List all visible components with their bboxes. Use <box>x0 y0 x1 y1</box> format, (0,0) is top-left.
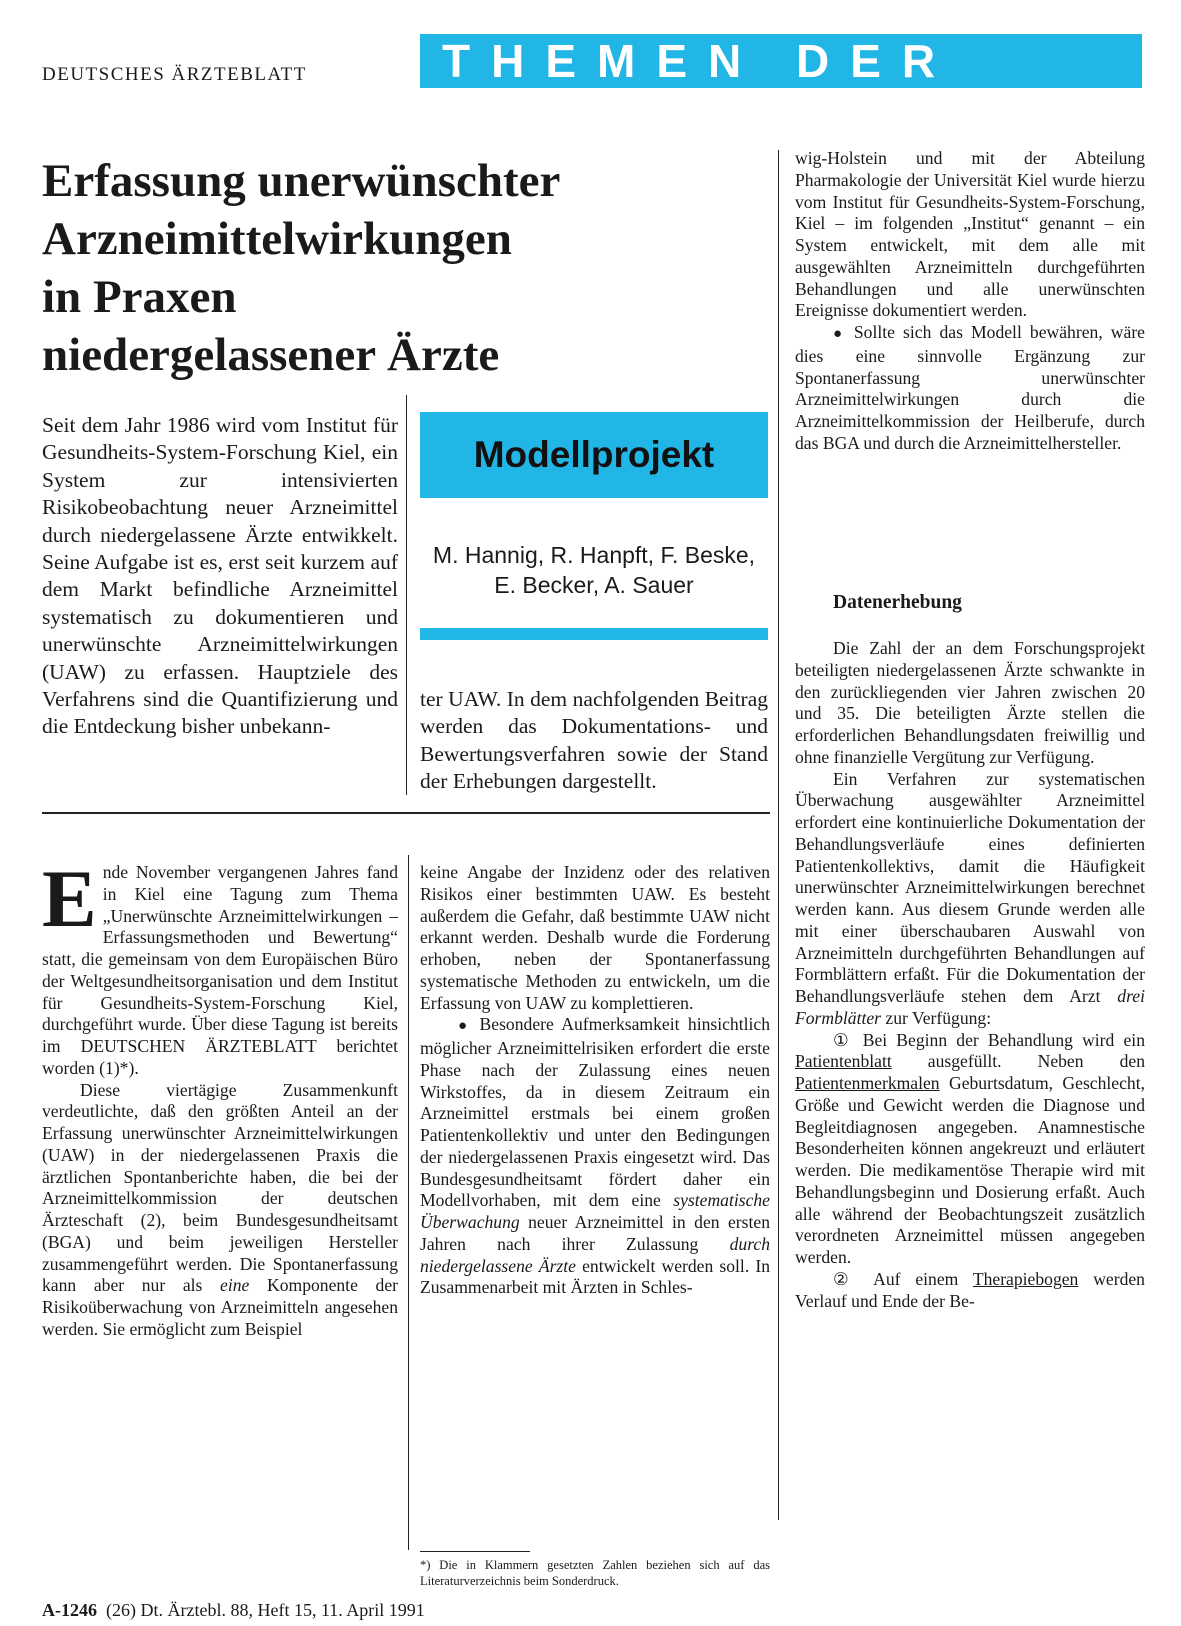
bullet-icon: ● <box>458 1018 472 1035</box>
paragraph-text: Auf einem <box>859 1268 973 1289</box>
title-line: Erfassung unerwünschter <box>42 155 561 207</box>
paragraph-text: ausgefüllt. Neben den <box>891 1051 1145 1072</box>
paragraph: wig-Holstein und mit der Abteilung Pharmakologie der Universität Kiel wurde hierzu vom Institut für Gesundheits-System-Forschung, Kiel – im folgenden „Institut“ genannt – ein System entwickelt, mit dem alle mit ausgewählten Arzneimitteln durchgeführten Behandlungen und alle unerwünschten Ereignisse dokumentiert werden. <box>795 148 1145 321</box>
intro-bottom-rule <box>42 812 770 814</box>
emphasis: systematische Überwachung <box>420 1190 770 1232</box>
title-line: in Praxen <box>42 271 237 323</box>
list-number: ① <box>833 1029 854 1050</box>
bullet-icon: ● <box>833 326 846 342</box>
underlined-term: Patientenblatt <box>795 1051 892 1072</box>
title-line: niedergelassener Ärzte <box>42 329 500 381</box>
paragraph <box>42 853 398 1080</box>
body-column-3 <box>795 638 1145 1312</box>
paragraph: Die Zahl der an dem Forschungsprojekt beteiligten niedergelassenen Ärzte schwankte in den zurückliegenden vier Jahren zwischen 20 und 35. Die beteiligten Ärzte stellen die erforderlichen Behandlungsdaten freiwillig und ohne finanzielle Vergütung zur Verfügung. <box>795 638 1145 767</box>
drop-cap: E <box>42 853 97 944</box>
paragraph: keine Angabe der Inzidenz oder des relativen Risikos einer bestimmten UAW. Es besteht außerdem die Gefahr, daß bestimmte UAW nicht erkannt werden. Deshalb wurde die Forderung erhoben, neben der Spontanerfassung systematische Methoden zu entwickeln, um die Erfassung von UAW zu komplettieren. <box>420 862 770 1013</box>
footnote: *) Die in Klammern gesetzten Zahlen beziehen sich auf das Literaturverzeichnis beim Sonderdruck. <box>420 1558 770 1588</box>
page-code: A-1246 <box>42 1600 97 1620</box>
emphasis: eine <box>220 1275 250 1296</box>
emphasis: drei Formblätter <box>795 986 1145 1028</box>
paragraph <box>795 322 1145 455</box>
accent-stripe <box>420 628 768 640</box>
paragraph-text: entwickelt werden soll. In Zusammenarbeit mit Ärzten in Schles- <box>420 1255 771 1298</box>
paragraph-text: Diese viertägige Zusammenkunft verdeutlichte, daß den größten Anteil an der Erfassung unerwünschter Arzneimittelwirkungen (UAW) in der niedergelassenen Praxis die ärztlichen Spontanberichte haben, die bei der Arzneimittelkommission der deutschen Ärzteschaft (2), beim Bundesgesundheitsamt (BGA) und beim jeweiligen Hersteller zusammengeführt werden. Die Spontanerfassung kann aber nur als <box>42 1079 398 1296</box>
paragraph <box>795 1269 1145 1313</box>
page-footer <box>42 1600 425 1621</box>
paragraph <box>795 769 1145 1030</box>
section-rubric: THEMEN DER ZEIT <box>420 34 1142 88</box>
paragraph <box>42 1080 398 1341</box>
body-column-1 <box>42 853 398 1341</box>
lead-paragraph-part2: ter UAW. In dem nachfolgenden Beitrag werden das Dokumentations- und Bewertungsverfahren sowie der Stand der Erhebungen dargestellt. <box>420 687 768 794</box>
emphasis: durch niedergelassene Ärzte <box>420 1233 770 1276</box>
publication-name: DEUTSCHES ÄRZTEBLATT <box>42 64 307 85</box>
paragraph-text: Ein Verfahren zur systematischen Überwachung ausgewählter Arzneimittel erfordert eine kontinuierliche Dokumentation der Behandlungsverläufe eines definierten Patientenkollektivs, damit die Häufigkeit unerwünschter Arzneimittelwirkungen berechnet werden kann. Aus diesem Grunde werden alle mit einer überschaubaren Auswahl von Arzneimitteln durchgeführten Behandlungen auf Formblättern erfaßt. Für die Dokumentation der Behandlungsverläufe stehen dem Arzt <box>795 768 1145 1006</box>
paragraph-text: Geburtsdatum, Geschlecht, Größe und Gewicht werden die Diagnose und Begleitdiagnosen angegeben. Anamnestische Besonderheiten können angekreuzt und erläutert werden. Die medikamentöse Therapie wird mit Behandlungsbeginn und Dosierung erfaßt. Auch alle während der Beobachtungszeit zusätzlich verordneten Arzneimittel müssen angegeben werden. <box>795 1073 1145 1267</box>
authors-line-1: M. Hannig, R. Hanpft, F. Beske, <box>432 542 756 568</box>
footnote-rule <box>420 1551 530 1552</box>
underlined-term: Patientenmerkmalen <box>795 1073 940 1093</box>
lead-paragraph-part1: Seit dem Jahr 1986 wird vom Institut für Gesundheits-System-Forschung Kiel, ein System zur intensivierten Risikobeobachtung neuer Arzneimittel durch niedergelassene Ärzte entwikkelt. Seine Aufgabe ist es, erst seit kurzem auf dem Markt befindliche Arzneimittel systematisch zu dokumentieren und unerwünschte Arzneimittelwirkungen (UAW) zu erfassen. Hauptziele des Verfahrens sind die Quantifizierung und die Entdeckung bisher unbekann- <box>42 413 398 739</box>
section-heading: Datenerhebung <box>833 592 962 613</box>
paragraph-text: Besondere Aufmerksamkeit hinsichtlich möglicher Arzneimittelrisiken erfordert die erste Phase nach der Zulassung eines neuen Wirkstoffes, da in diesem Zeitraum ein Arzneimittel erstmals bei einem großen Patientenkollektiv und unter den Bedingungen der niedergelassenen Praxis eingesetzt wird. Das Bundesgesundheitsamt fördert daher ein Modellvorhaben, mit dem eine <box>420 1014 770 1211</box>
paragraph <box>795 1030 1145 1269</box>
paragraph <box>420 1014 770 1299</box>
paragraph-text: nde November vergangenen Jahres fand in Kiel eine Tagung zum Thema „Unerwünschte Arzneimittelwirkungen – Erfassungsmethoden und Bewertung“ statt, die gemeinsam von dem Europäischen Büro der Weltgesundheitsorganisation und dem Institut für Gesundheits-System-Forschung Kiel, durchgeführt wurde. Über diese Tagung ist bereits im DEUTSCHEN ÄRZTEBLATT berichtet worden (1)*). <box>42 862 398 1078</box>
author-line <box>412 540 776 600</box>
underlined-term: Therapiebogen <box>972 1268 1079 1289</box>
article-title <box>42 152 782 384</box>
paragraph-text: Komponente der Risikoüberwachung von Arzneimitteln angesehen werden. Sie ermöglicht zum Beispiel <box>42 1275 398 1339</box>
column-divider-right <box>778 150 779 1520</box>
paragraph-text: Sollte sich das Modell bewähren, wäre dies eine sinnvolle Ergänzung zur Spontanerfassung unerwünschter Arzneimittelwirkungen durch die Arzneimittelkommission der Heilberufe, durch das BGA und durch die Arzneimittelhersteller. <box>795 322 1145 453</box>
citation: (26) Dt. Ärztebl. 88, Heft 15, 11. April 1991 <box>106 1600 425 1620</box>
paragraph-text: neuer Arzneimittel in den ersten Jahren nach ihrer Zulassung <box>420 1212 770 1254</box>
body-column-3-top <box>795 148 1145 455</box>
authors-line-2: E. Becker, A. Sauer <box>494 572 694 598</box>
body-column-2 <box>420 862 770 1299</box>
intro-divider <box>406 395 407 795</box>
title-line: Arzneimittelwirkungen <box>42 213 512 265</box>
list-number: ② <box>833 1268 860 1289</box>
column-divider-left <box>408 855 409 1550</box>
paragraph-text: Bei Beginn der Behandlung wird ein <box>853 1029 1145 1050</box>
paragraph-text: zur Verfügung: <box>881 1007 992 1028</box>
paragraph-text: werden Verlauf und Ende der Be- <box>795 1268 1145 1311</box>
kicker-label: Modellprojekt <box>473 434 715 475</box>
kicker-box <box>420 412 768 498</box>
